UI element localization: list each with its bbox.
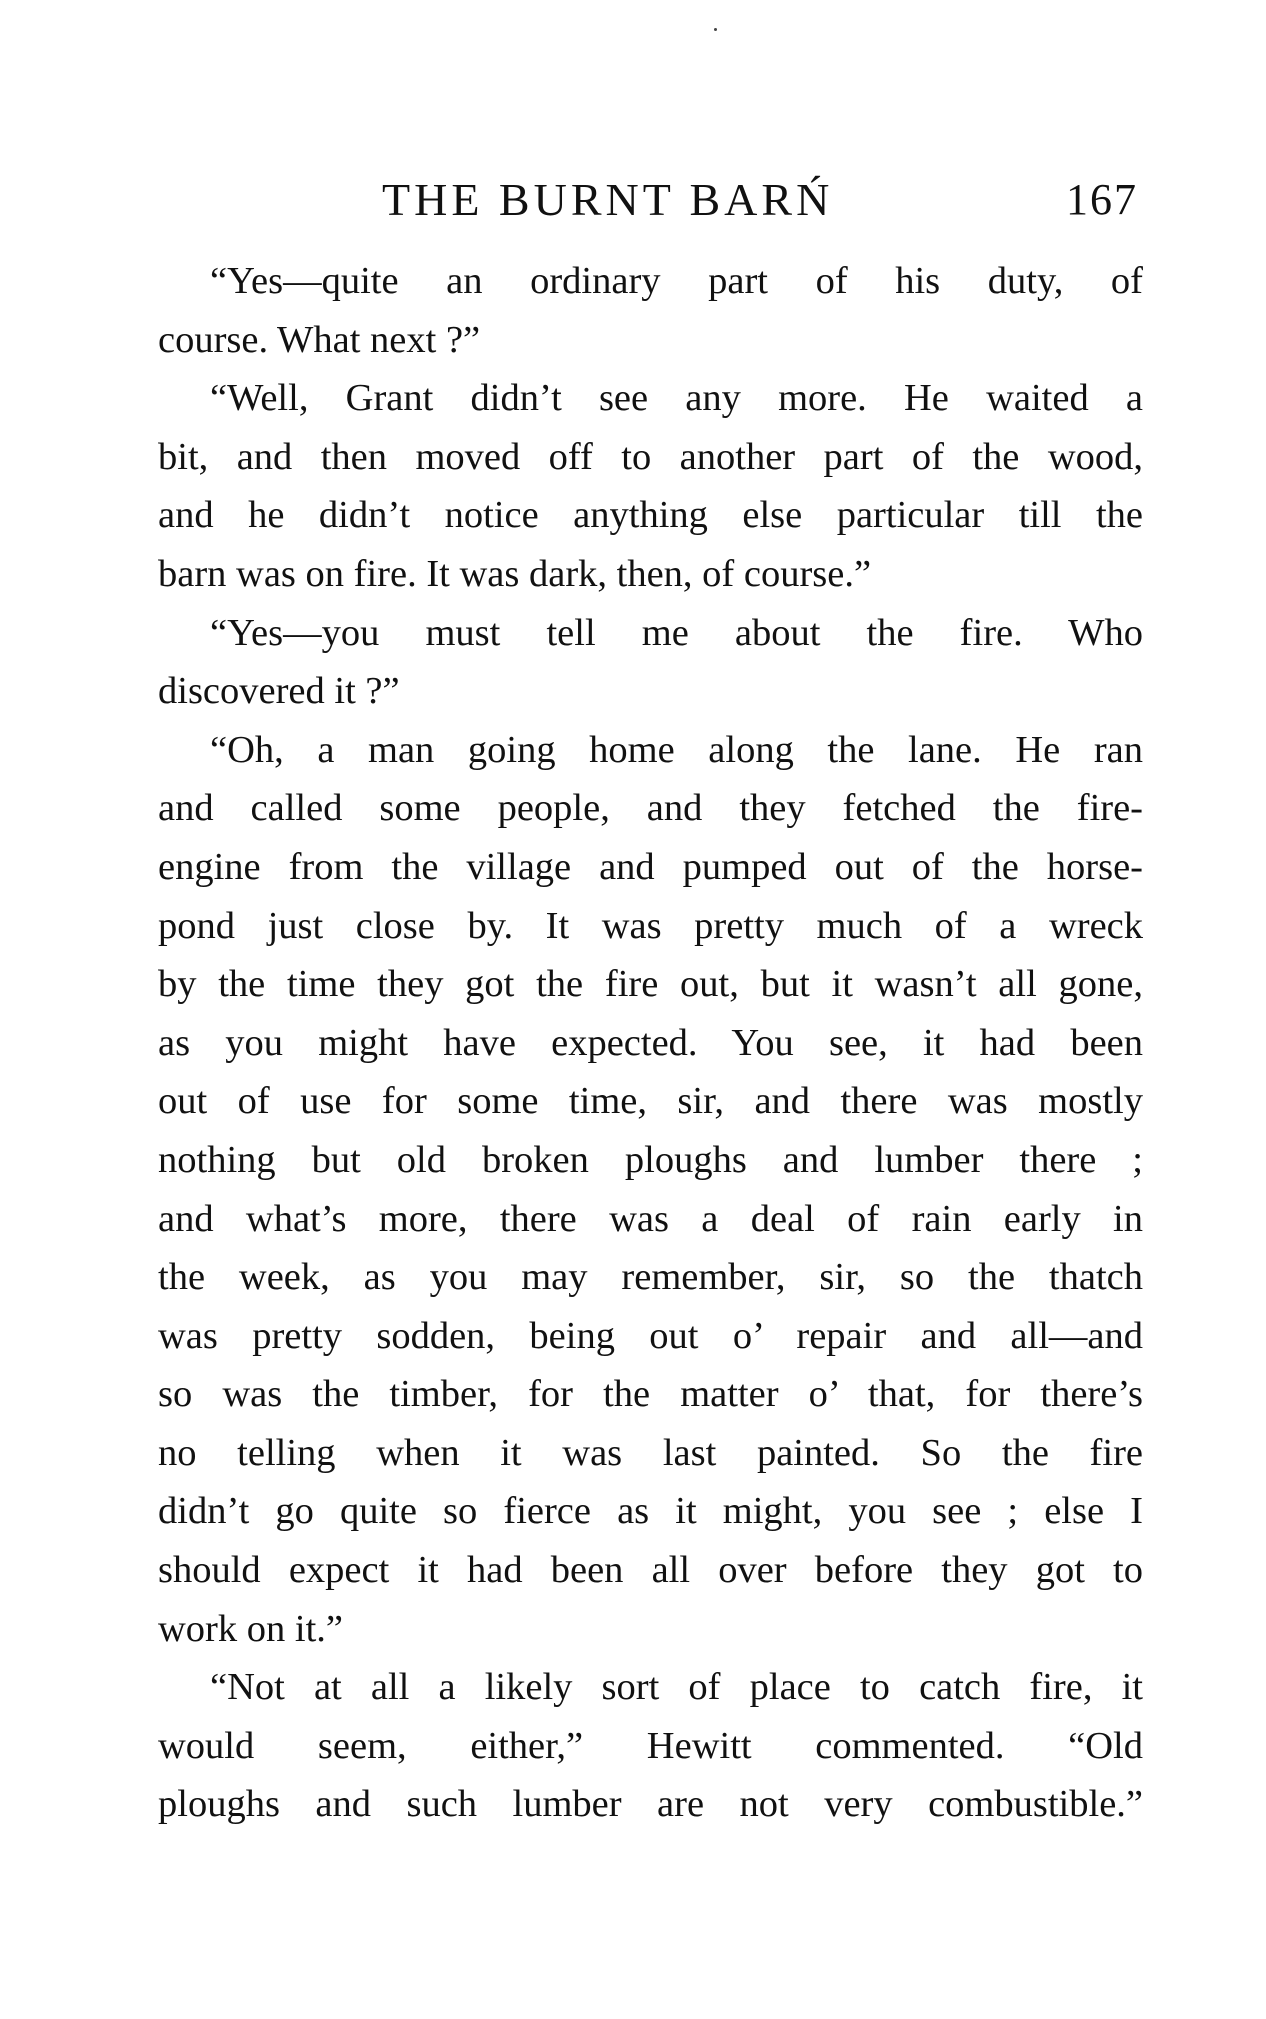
ink-speck	[714, 28, 717, 31]
text-line: ploughs and such lumber are not very combustible.”	[158, 1783, 1143, 1826]
text-line: “Not at all a likely sort of place to catch fire, it	[210, 1666, 1143, 1709]
text-line: and what’s more, there was a deal of rain early in	[158, 1197, 1143, 1240]
text-line: out of use for some time, sir, and there was mostly	[158, 1080, 1143, 1123]
text-line: and he didn’t notice anything else particular till the	[158, 494, 1143, 537]
text-line: was pretty sodden, being out o’ repair and all—and	[158, 1314, 1143, 1357]
text-line: barn was on fire. It was dark, then, of course.”	[158, 552, 872, 595]
text-line: discovered it ?”	[158, 670, 400, 713]
text-line: “Yes—you must tell me about the fire. Who	[210, 611, 1143, 654]
page-number: 167	[1066, 175, 1138, 224]
text-line: would seem, either,” Hewitt commented. “Old	[158, 1724, 1143, 1767]
text-line: engine from the village and pumped out of the horse-	[158, 845, 1143, 888]
text-line: pond just close by. It was pretty much of a wreck	[158, 904, 1143, 947]
running-title: THE BURNT BARŃ	[382, 174, 834, 225]
text-line: and called some people, and they fetched the fire-	[158, 787, 1143, 830]
text-line: didn’t go quite so fierce as it might, you see ; else I	[158, 1490, 1143, 1533]
text-line: nothing but old broken ploughs and lumber there ;	[158, 1138, 1143, 1181]
text-line: by the time they got the fire out, but it wasn’t all gone,	[158, 963, 1143, 1006]
text-line: work on it.”	[158, 1607, 343, 1650]
text-line: “Oh, a man going home along the lane. He ran	[210, 728, 1143, 771]
text-line: “Well, Grant didn’t see any more. He waited a	[210, 377, 1143, 420]
text-line: bit, and then moved off to another part of the wood,	[158, 435, 1143, 478]
text-line: so was the timber, for the matter o’ that, for there’s	[158, 1373, 1143, 1416]
text-line: “Yes—quite an ordinary part of his duty, of	[210, 260, 1143, 302]
text-line: course. What next ?”	[158, 318, 481, 361]
body-text	[158, 252, 1143, 1834]
text-line: should expect it had been all over before they got to	[158, 1549, 1143, 1592]
text-line: the week, as you may remember, sir, so the thatch	[158, 1256, 1143, 1299]
text-line: no telling when it was last painted. So the fire	[158, 1431, 1143, 1474]
page-header	[158, 168, 1138, 232]
text-line: as you might have expected. You see, it had been	[158, 1021, 1143, 1064]
